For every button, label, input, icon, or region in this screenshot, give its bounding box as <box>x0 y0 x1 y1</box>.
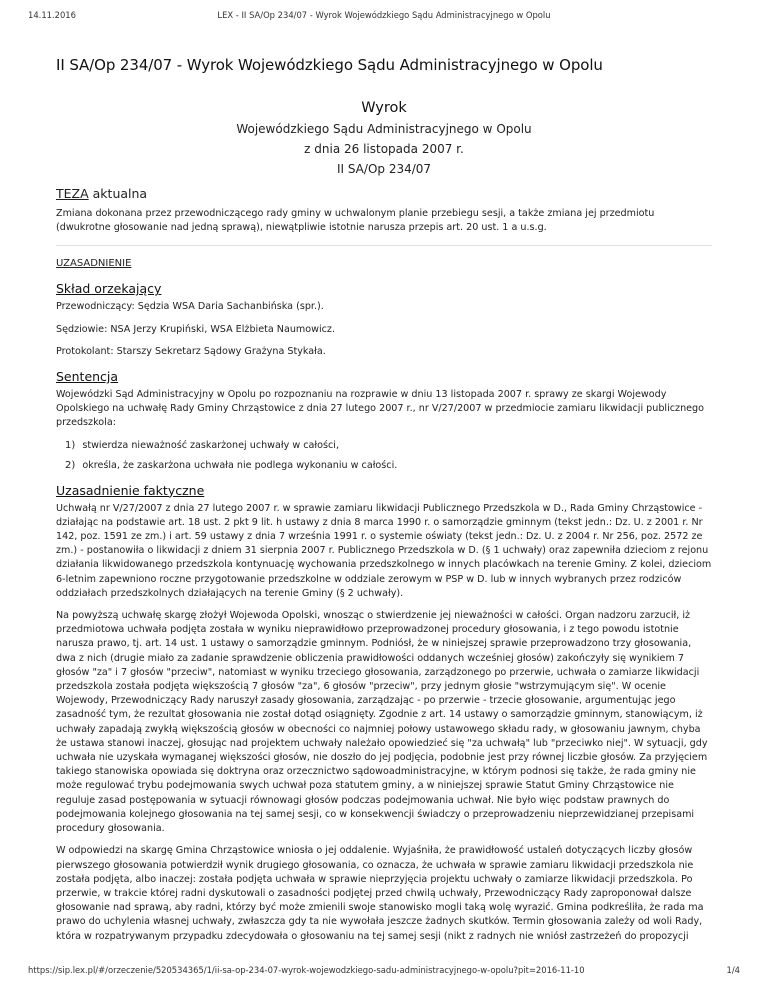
judgment-heading: Wyrok <box>361 100 407 116</box>
print-date: 14.11.2016 <box>28 10 76 20</box>
document-title: II SA/Op 234/07 - Wyrok Wojewódzkiego Sądu Administracyjnego w Opolu <box>56 56 603 74</box>
list-item <box>56 459 712 473</box>
page-number: 1/4 <box>726 965 740 975</box>
document-body <box>56 56 712 952</box>
sentencja-intro: Wojewódzki Sąd Administracyjny w Opolu po rozpoznaniu na rozprawie w dniu 13 listopada 2007 r. sprawy ze skargi Wojewody Opolskiego na uchwałę Rady Gminy Chrząstowice z dnia 27 lutego 2007 r., nr V/27/2007 w przedmiocie zamiaru likwidacji publicznego przedszkola: <box>56 389 705 429</box>
uzasadnienie-label: UZASADNIENIE <box>56 258 132 270</box>
print-url: https://sip.lex.pl/#/orzeczenie/520534365/1/ii-sa-op-234-07-wyrok-wojewodzkiego-sadu-administracyjnego-w-opolu?pit=2016-11-10 <box>28 965 585 975</box>
teza-status: aktualna <box>92 186 148 201</box>
paragraph: W odpowiedzi na skargę Gmina Chrząstowice wniosła o jej oddalenie. Wyjaśniła, że prawidłowość ustaleń dotyczących liczby głosów pierwszego głosowania potwierdził wynik drugiego głosowania, co oznacza, że uchwała w sprawie zamiaru likwidacji przedszkola nie została podjęta, albo inaczej: została podjęta uchwała w sprawie nieprzyjęcia projektu uchwały o zamiarze likwidacji przedszkola. Po przerwie, w trakcie której radni dyskutowali o zasadności podjętej przed chwilą uchwały, Przewodniczący Rady zaproponował dalsze głosowanie nad sprawą, aby radni, którzy być może zmienili swoje stanowisko mogli taką wolę wyrazić. Gmina podkreśliła, że rada ma prawo do uchylenia własnej uchwały, zwłaszcza gdy ta nie wywołała jeszcze żadnych skutków. Termin głosowania zależy od woli Rady, która w rozpatrywanym przypadku zdecydowała o głosowaniu na tej samej sesji (nikt z radnych nie wniósł zastrzeżeń do propozycji <box>56 845 704 942</box>
paragraph: Uchwałą nr V/27/2007 z dnia 27 lutego 2007 r. w sprawie zamiaru likwidacji Publicznego Przedszkola w D., Rada Gminy Chrząstowice - działając na podstawie art. 18 ust. 2 pkt 9 lit. h ustawy z dnia 8 marca 1990 r. o samorządzie gminnym (tekst jedn.: Dz. U. z 2001 r. Nr 142, poz. 1591 ze zm.) i art. 59 ustawy z dnia 7 września 1991 r. o systemie oświaty (tekst jedn.: Dz. U. z 2004 r. Nr 256, poz. 2572 ze zm.) - postanowiła o likwidacji z dniem 31 sierpnia 2007 r. Publicznego Przedszkola w D. (§ 1 uchwały) oraz zapewniła dzieciom z rejonu działania likwidowanego przedszkola kontynuację wychowania przedszkolnego w innych placówkach na terenie Gminy. Z kolei, dzieciom 6-letnim zapewniono roczne przygotowanie przedszkolne w oddziale zerowym w PSP w D. lub w innych wybranych przez rodziców oddziałach przedszkolnych działających na terenie Gminy (§ 2 uchwały). <box>56 502 712 599</box>
teza-heading <box>56 186 712 201</box>
paragraph: Na powyższą uchwałę skargę złożył Wojewoda Opolski, wnosząc o stwierdzenie jej nieważności w całości. Organ nadzoru zarzucił, iż przedmiotowa uchwała podjęta została w wyniku nieprawidłowo przeprowadzonej procedury głosowania, i z tego powodu istotnie narusza prawo, tj. art. 14 ust. 1 ustawy o samorządzie gminnym. Podniósł, że w niniejszej sprawie przeprowadzono trzy głosowania, dwa z nich (drugie miało za zadanie sprawdzenie obliczenia prawidłowości oddanych wcześniej głosów) zakończyły się wynikiem 7 głosów "za" i 7 głosów "przeciw", natomiast w wyniku trzeciego głosowania, zarządzonego po przerwie, uchwała o zamiarze likwidacji przedszkola została podjęta większością 7 głosów "za", 6 głosów "przeciw", przy jednym głosie "wstrzymującym się". W ocenie Wojewody, Przewodniczący Rady naruszył zasady głosowania, zarządzając - po przerwie - trzecie głosowanie, argumentując jego zasadność tym, że rezultat głosowania nie został dotąd osiągnięty. Zgodnie z art. 14 ustawy o samorządzie gminnym, stanowiącym, iż uchwały zapadają zwykłą większością głosów w obecności co najmniej połowy ustawowego składu rady, w głosowaniu jawnym, chyba że ustawa stanowi inaczej, głosując nad projektem uchwały należało opowiedzieć się "za uchwałą" lub "przeciwko niej". W sytuacji, gdy uchwała nie uzyskała wymaganej większości głosów, nie doszło do jej podjęcia, podobnie jest przy równej liczbie głosów. Za przyjęciem takiego stanowiska opowiada się doktryna oraz orzecznictwo sądowoadministracyjne, w którym podnosi się także, że rada gminy nie może regulować trybu podejmowania swych uchwał poza statutem gminy, a w niniejszej sprawie Statut Gminy Chrząstowice nie reguluje zasad postępowania w sytuacji równowagi głosów podczas podejmowania uchwał. Nie było więc podstaw prawnych do podejmowania kolejnego głosowania na tej samej sesji, co w konsekwencji świadczy o przeprowadzeniu nieprzewidzianej przepisami procedury głosowania. <box>56 610 708 835</box>
item-text: określa, że zaskarżona uchwała nie podlega wykonaniu w całości. <box>82 459 398 471</box>
teza-text: Zmiana dokonana przez przewodniczącego rady gminy w uchwalonym planie przebiegu sesji, a także zmiana jej przedmiotu (dwukrotne głosowanie nad jedną sprawą), niewątpliwie istotnie narusza przepis art. 20 ust. 1 a u.s.g. <box>56 208 655 234</box>
section-divider <box>56 245 712 246</box>
sklad-line: Przewodniczący: Sędzia WSA Daria Sachanbińska (spr.). <box>56 301 324 313</box>
item-number: 2) <box>65 459 76 471</box>
sklad-heading: Skład orzekający <box>56 281 162 297</box>
teza-label: TEZA <box>56 186 89 201</box>
uzasadnienie-faktyczne-heading: Uzasadnienie faktyczne <box>56 482 205 498</box>
sentencja-items <box>56 439 712 473</box>
item-number: 1) <box>65 439 76 451</box>
list-item <box>56 439 712 453</box>
judgment-date: z dnia 26 listopada 2007 r. <box>304 142 464 156</box>
case-signature: II SA/Op 234/07 <box>336 162 432 176</box>
sklad-line: Sędziowie: NSA Jerzy Krupiński, WSA Elżbieta Naumowicz. <box>56 323 336 335</box>
print-page-title: LEX - II SA/Op 234/07 - Wyrok Wojewódzkiego Sądu Administracyjnego w Opolu <box>217 10 551 20</box>
item-text: stwierdza nieważność zaskarżonej uchwały w całości, <box>82 439 339 451</box>
sentencja-heading: Sentencja <box>56 369 119 385</box>
sklad-line: Protokolant: Starszy Sekretarz Sądowy Grażyna Stykała. <box>56 345 326 357</box>
court-name: Wojewódzkiego Sądu Administracyjnego w Opolu <box>236 122 532 136</box>
